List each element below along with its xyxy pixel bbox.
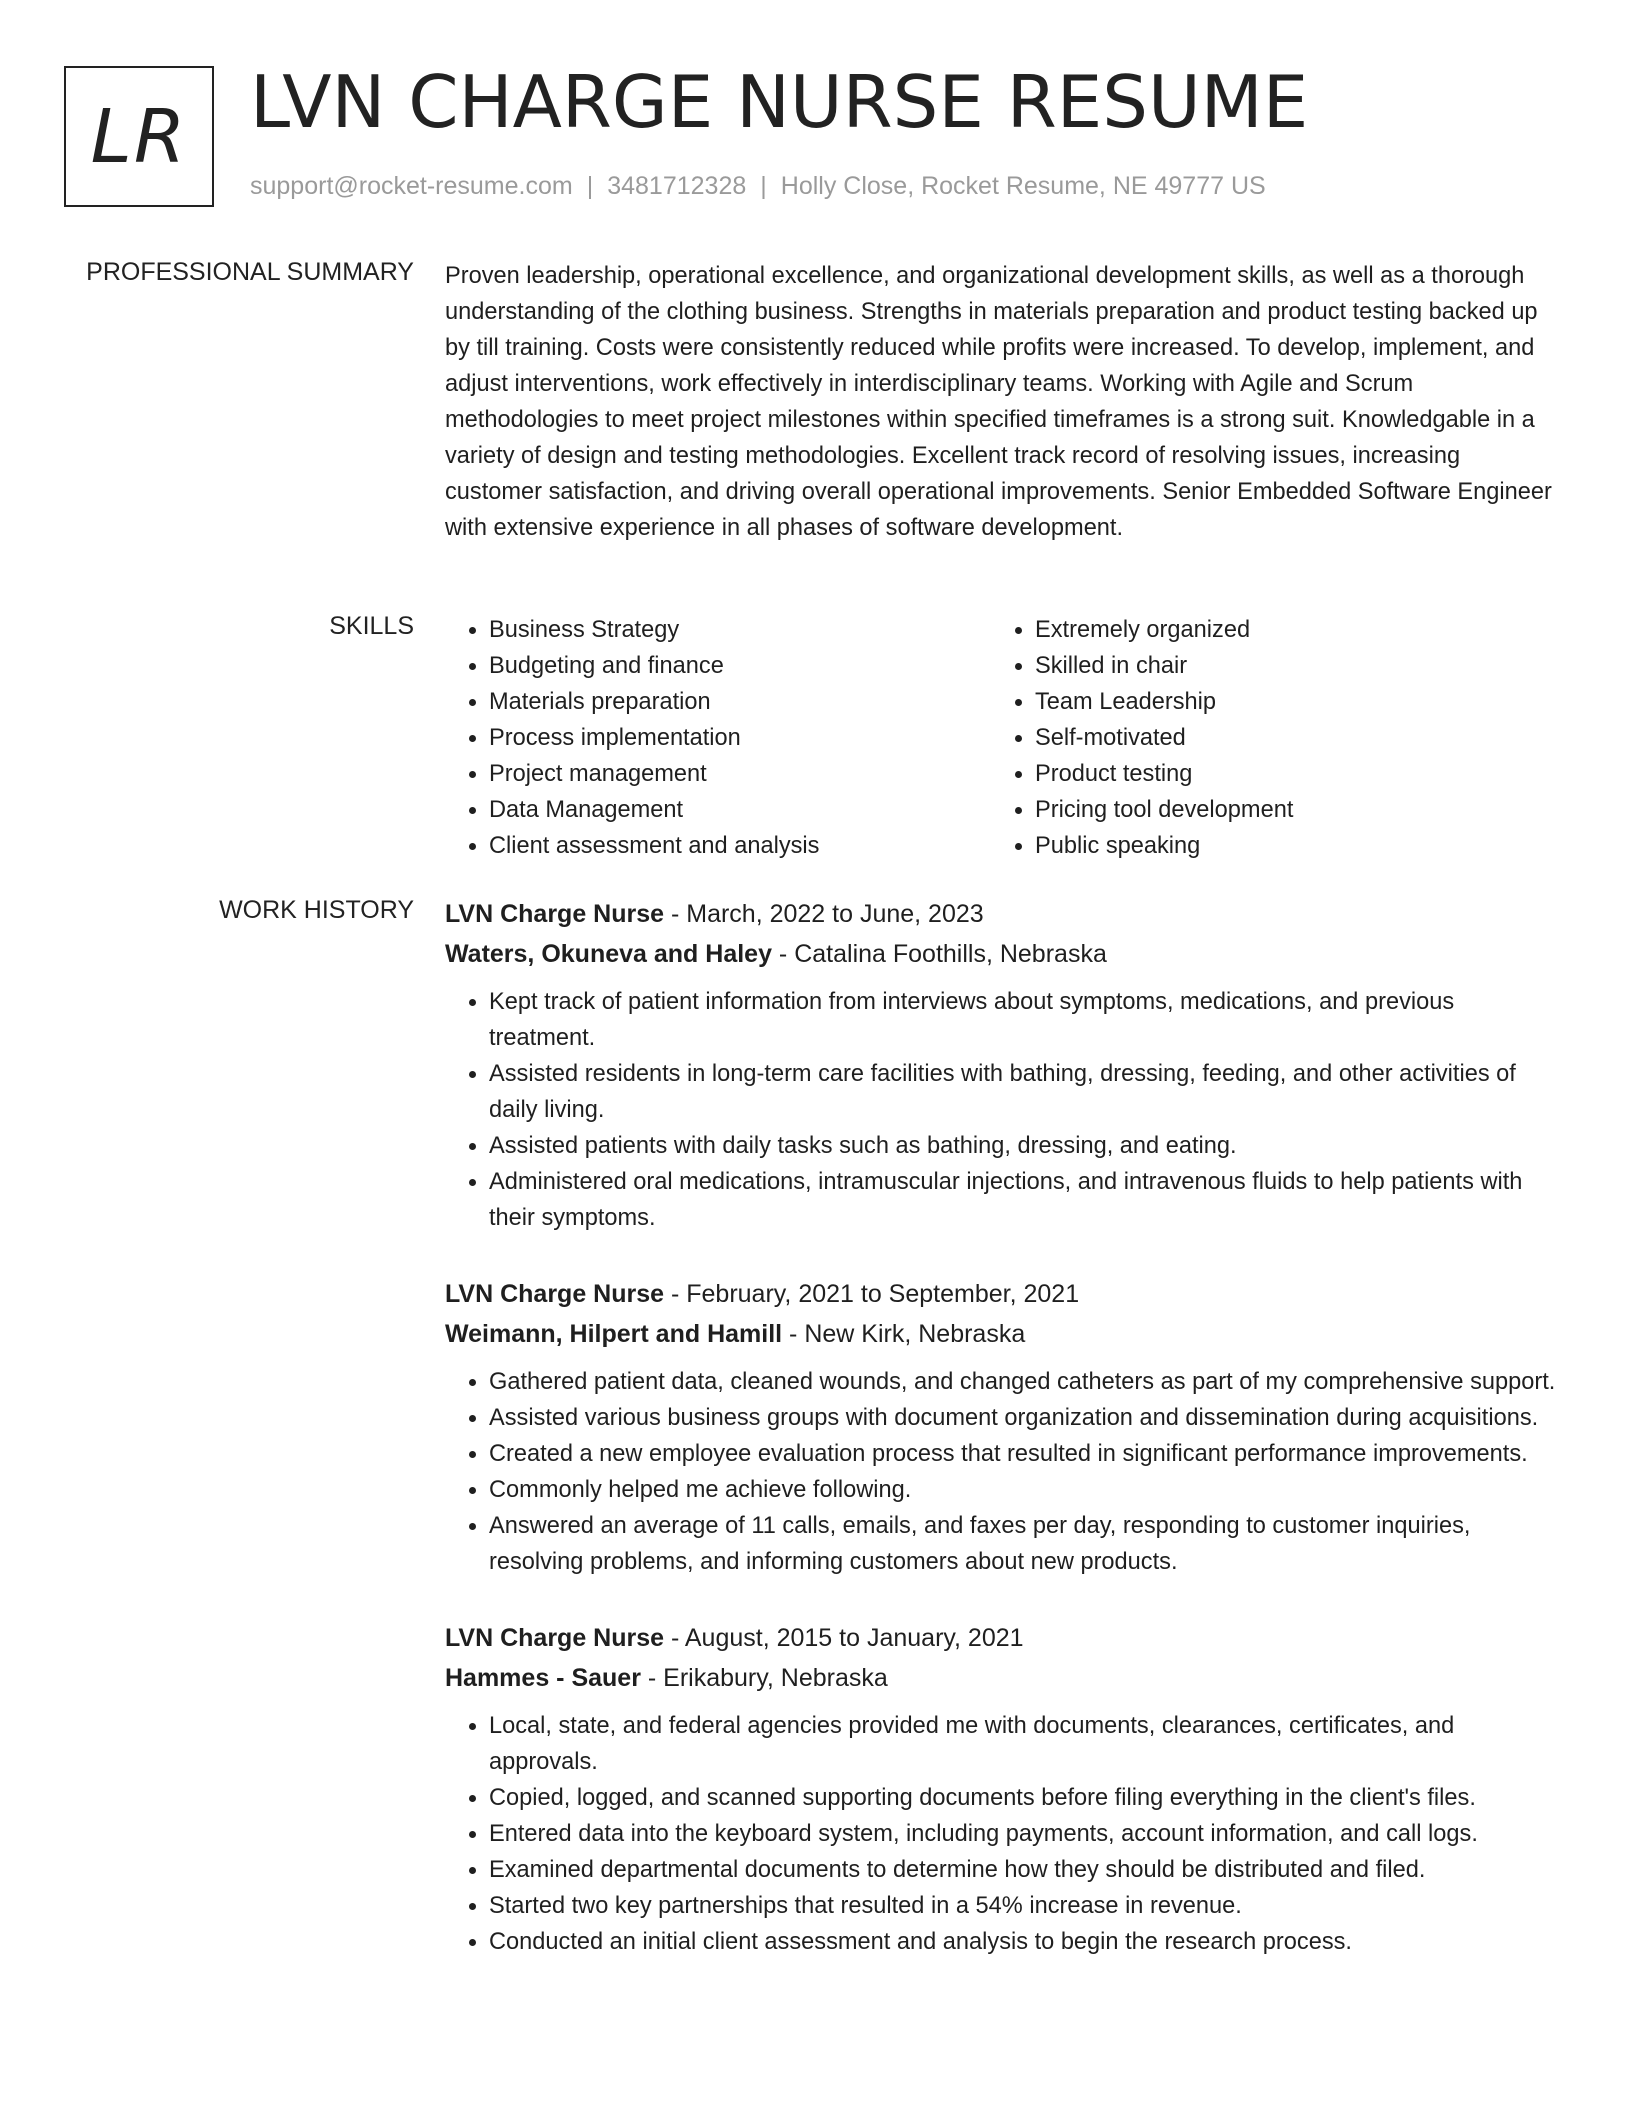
job-location: - Catalina Foothills, Nebraska bbox=[771, 940, 1107, 968]
skill-item: • Materials preparation bbox=[489, 684, 991, 720]
job-bullet: • Commonly helped me achieve following. bbox=[489, 1472, 1560, 1508]
job-location: - New Kirk, Nebraska bbox=[782, 1320, 1026, 1348]
job-title: LVN Charge Nurse bbox=[445, 1280, 665, 1308]
skill-item: • Data Management bbox=[489, 792, 991, 828]
skill-item: • Process implementation bbox=[489, 720, 991, 756]
job-company-line bbox=[445, 1658, 1560, 1698]
job-bullet: • Local, state, and federal agencies provided me with documents, clearances, certificates, and approvals. bbox=[489, 1708, 1560, 1780]
job-bullet: • Answered an average of 11 calls, emails, and faxes per day, responding to customer inquiries, resolving problems, and informing customers about new products. bbox=[489, 1508, 1560, 1580]
contact-separator: | bbox=[760, 172, 767, 200]
skills-body bbox=[445, 612, 1560, 864]
job-company: Weimann, Hilpert and Hamill bbox=[445, 1320, 783, 1348]
job-bullet: • Entered data into the keyboard system, including payments, account information, and call logs. bbox=[489, 1816, 1560, 1852]
skill-item: • Budgeting and finance bbox=[489, 648, 991, 684]
job-company-line bbox=[445, 1314, 1560, 1354]
work-history-body bbox=[445, 894, 1560, 1998]
contact-separator: | bbox=[586, 172, 594, 200]
job-bullet: • Gathered patient data, cleaned wounds, and changed catheters as part of my comprehensive support. bbox=[489, 1364, 1560, 1400]
job-company: Waters, Okuneva and Haley bbox=[445, 940, 772, 968]
job-bullet: • Created a new employee evaluation process that resulted in significant performance improvements. bbox=[489, 1436, 1560, 1472]
job-dates: - February, 2021 to September, 2021 bbox=[664, 1280, 1080, 1308]
skills-heading: SKILLS bbox=[329, 612, 414, 640]
job-company-line bbox=[445, 934, 1560, 974]
skills-grid bbox=[445, 612, 1560, 864]
job-bullet: • Examined departmental documents to determine how they should be distributed and filed. bbox=[489, 1852, 1560, 1888]
job-bullet: • Started two key partnerships that resulted in a 54% increase in revenue. bbox=[489, 1888, 1560, 1924]
skill-item: • Client assessment and analysis bbox=[489, 828, 991, 864]
monogram-box bbox=[64, 66, 214, 207]
work-history-heading: WORK HISTORY bbox=[219, 896, 414, 924]
job-bullets bbox=[445, 1708, 1560, 1960]
job-title-line bbox=[445, 1618, 1560, 1658]
resume-title: LVN CHARGE NURSE RESUME bbox=[250, 60, 1309, 144]
job-title: LVN Charge Nurse bbox=[445, 1624, 665, 1652]
skills-list-left bbox=[445, 612, 991, 864]
skill-item: • Self-motivated bbox=[1035, 720, 1555, 756]
skill-item: • Skilled in chair bbox=[1035, 648, 1555, 684]
job-bullet: • Assisted residents in long-term care facilities with bathing, dressing, feeding, and other activities of daily living. bbox=[489, 1056, 1560, 1128]
monogram-initials: LR bbox=[90, 93, 188, 180]
job-bullets bbox=[445, 1364, 1560, 1580]
skill-item: • Team Leadership bbox=[1035, 684, 1555, 720]
job-entry bbox=[445, 894, 1560, 1236]
job-bullet: • Kept track of patient information from interviews about symptoms, medications, and previous treatment. bbox=[489, 984, 1560, 1056]
skill-item: • Pricing tool development bbox=[1035, 792, 1555, 828]
job-bullet: • Administered oral medications, intramuscular injections, and intravenous fluids to help patients with their symptoms. bbox=[489, 1164, 1560, 1236]
summary-body bbox=[445, 258, 1560, 546]
job-bullet: • Assisted patients with daily tasks such as bathing, dressing, and eating. bbox=[489, 1128, 1560, 1164]
job-title-line bbox=[445, 894, 1560, 934]
contact-address: Holly Close, Rocket Resume, NE 49777 US bbox=[780, 172, 1266, 200]
skill-item: • Extremely organized bbox=[1035, 612, 1555, 648]
skills-list-right bbox=[991, 612, 1555, 864]
contact-email[interactable]: support@rocket-resume.com bbox=[250, 172, 573, 200]
contact-phone[interactable]: 3481712328 bbox=[607, 172, 747, 200]
job-entry bbox=[445, 1618, 1560, 1960]
job-bullets bbox=[445, 984, 1560, 1236]
job-bullet: • Copied, logged, and scanned supporting documents before filing everything in the client's files. bbox=[489, 1780, 1560, 1816]
summary-heading: PROFESSIONAL SUMMARY bbox=[86, 258, 414, 286]
job-dates: - August, 2015 to January, 2021 bbox=[664, 1624, 1024, 1652]
job-title: LVN Charge Nurse bbox=[445, 900, 665, 928]
summary-text: Proven leadership, operational excellence, and organizational development skills, as well as a thorough understanding of the clothing business. Strengths in materials preparation and product testing backed up by till training. Costs were consistently reduced while profits were increased. To develop, implement, and adjust interventions, work effectively in interdisciplinary teams. Working with Agile and Scrum methodologies to meet project milestones within specified timeframes is a strong suit. Knowledgable in a variety of design and testing methodologies. Excellent track record of resolving issues, increasing customer satisfaction, and driving overall operational improvements. Senior Embedded Software Engineer with extensive experience in all phases of software development. bbox=[445, 263, 1552, 541]
contact-line bbox=[250, 172, 1266, 201]
job-title-line bbox=[445, 1274, 1560, 1314]
skill-item: • Project management bbox=[489, 756, 991, 792]
job-bullet: • Assisted various business groups with document organization and dissemination during acquisitions. bbox=[489, 1400, 1560, 1436]
skill-item: • Public speaking bbox=[1035, 828, 1555, 864]
job-location: - Erikabury, Nebraska bbox=[640, 1664, 888, 1692]
job-bullet: • Conducted an initial client assessment and analysis to begin the research process. bbox=[489, 1924, 1560, 1960]
job-company: Hammes - Sauer bbox=[445, 1664, 641, 1692]
job-dates: - March, 2022 to June, 2023 bbox=[664, 900, 984, 928]
job-entry bbox=[445, 1274, 1560, 1580]
skill-item: • Product testing bbox=[1035, 756, 1555, 792]
skill-item: • Business Strategy bbox=[489, 612, 991, 648]
